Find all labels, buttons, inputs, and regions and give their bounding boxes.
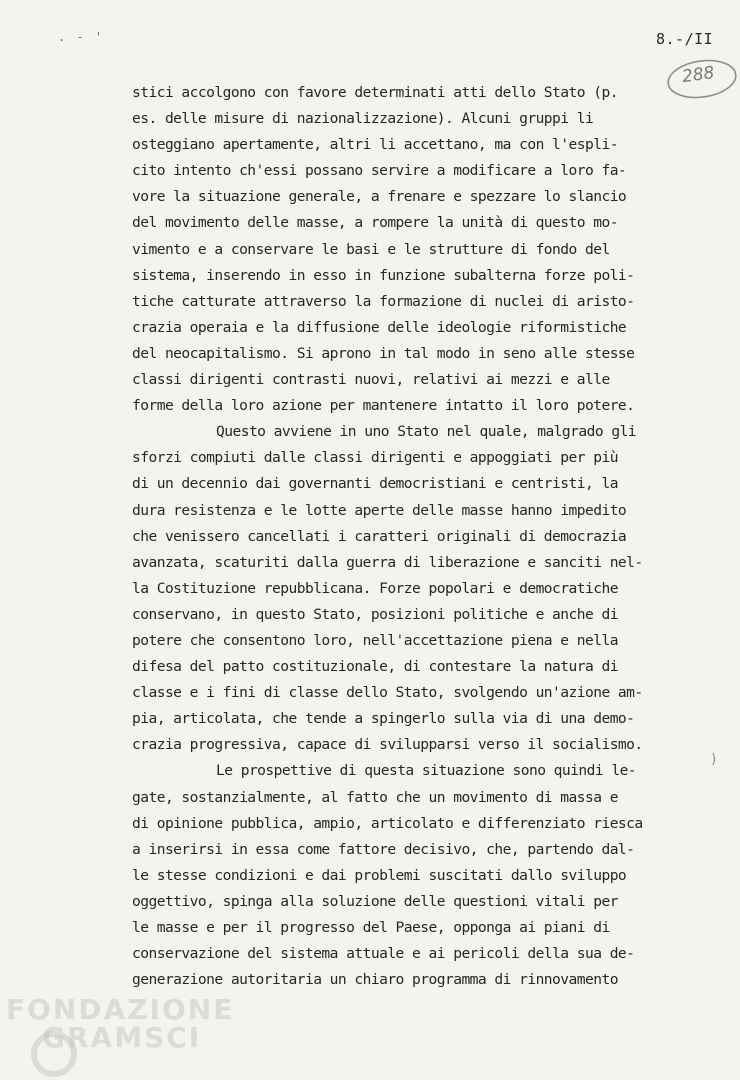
- page-number: 8.-/II: [656, 30, 714, 48]
- archive-stamp-number: 288: [680, 62, 716, 88]
- text-line: forme della loro azione per mantenere intatto il loro potere.: [132, 397, 635, 415]
- text-line: pia, articolata, che tende a spingerlo sulla via di una demo-: [132, 710, 635, 728]
- text-line: crazia operaia e la diffusione delle ideologie riformistiche: [132, 318, 627, 336]
- text-line: la Costituzione repubblicana. Forze popolari e democratiche: [132, 579, 618, 597]
- text-line: che venissero cancellati i caratteri originali di democrazia: [132, 527, 627, 545]
- text-line: potere che consentono loro, nell'accettazione piena e nella: [132, 631, 618, 649]
- corner-marks: . - ': [58, 30, 105, 44]
- text-line: sforzi compiuti dalle classi dirigenti e appoggiati per più: [132, 449, 618, 467]
- text-line: es. delle misure di nazionalizzazione). Alcuni gruppi li: [132, 110, 594, 128]
- text-line: le masse e per il progresso del Paese, opponga ai piani di: [132, 919, 610, 936]
- text-line: conservano, in questo Stato, posizioni politiche e anche di: [132, 605, 618, 623]
- text-line: vimento e a conservare le basi e le strutture di fondo del: [132, 240, 610, 258]
- text-line: cito intento ch'essi possano servire a modificare a loro fa-: [132, 162, 627, 180]
- text-line: di un decennio dai governanti democristiani e centristi, la: [132, 475, 618, 493]
- text-line: crazia progressiva, capace di svilupparsi verso il socialismo.: [132, 736, 643, 754]
- text-line: vore la situazione generale, a frenare e spezzare lo slancio: [132, 188, 627, 206]
- text-line: Questo avviene in uno Stato nel quale, malgrado gli: [216, 423, 637, 441]
- text-line: Le prospettive di questa situazione sono quindi le-: [216, 762, 637, 780]
- text-line: generazione autoritaria un chiaro programma di rinnovamento: [132, 971, 618, 989]
- text-line: di opinione pubblica, ampio, articolato e differenziato riesca: [132, 814, 643, 832]
- text-line: gate, sostanzialmente, al fatto che un movimento di massa e: [132, 788, 618, 806]
- text-line: avanzata, scaturiti dalla guerra di liberazione e sanciti nel-: [132, 553, 643, 571]
- margin-mark: ): [710, 752, 718, 767]
- text-line: stici accolgono con favore determinati atti dello Stato (p.: [132, 84, 618, 101]
- text-line: sistema, inserendo in esso in funzione subalterna forze poli-: [132, 266, 635, 284]
- text-line: classi dirigenti contrasti nuovi, relativi ai mezzi e alle: [132, 371, 610, 389]
- text-line: osteggiano apertamente, altri li accettano, ma con l'espli-: [132, 136, 618, 154]
- text-line: conservazione del sistema attuale e ai pericoli della sua de-: [132, 945, 635, 963]
- watermark: [6, 993, 235, 1054]
- text-line: oggettivo, spinga alla soluzione delle questioni vitali per: [132, 892, 618, 910]
- text-line: classe e i fini di classe dello Stato, svolgendo un'azione am-: [132, 684, 643, 702]
- typed-body-text: [132, 80, 692, 993]
- text-line: a inserirsi in essa come fattore decisivo, che, partendo dal-: [132, 840, 635, 858]
- text-line: le stesse condizioni e dai problemi suscitati dallo sviluppo: [132, 866, 627, 884]
- text-line: tiche catturate attraverso la formazione di nuclei di aristo-: [132, 292, 635, 310]
- text-line: del neocapitalismo. Si aprono in tal modo in seno alle stesse: [132, 344, 635, 362]
- text-line: dura resistenza e le lotte aperte delle masse hanno impedito: [132, 501, 627, 519]
- watermark-line-1: FONDAZIONE: [6, 993, 235, 1026]
- text-line: del movimento delle masse, a rompere la unità di questo mo-: [132, 214, 618, 232]
- watermark-line-2: GRAMSCI: [42, 1021, 202, 1054]
- text-line: difesa del patto costituzionale, di contestare la natura di: [132, 658, 618, 676]
